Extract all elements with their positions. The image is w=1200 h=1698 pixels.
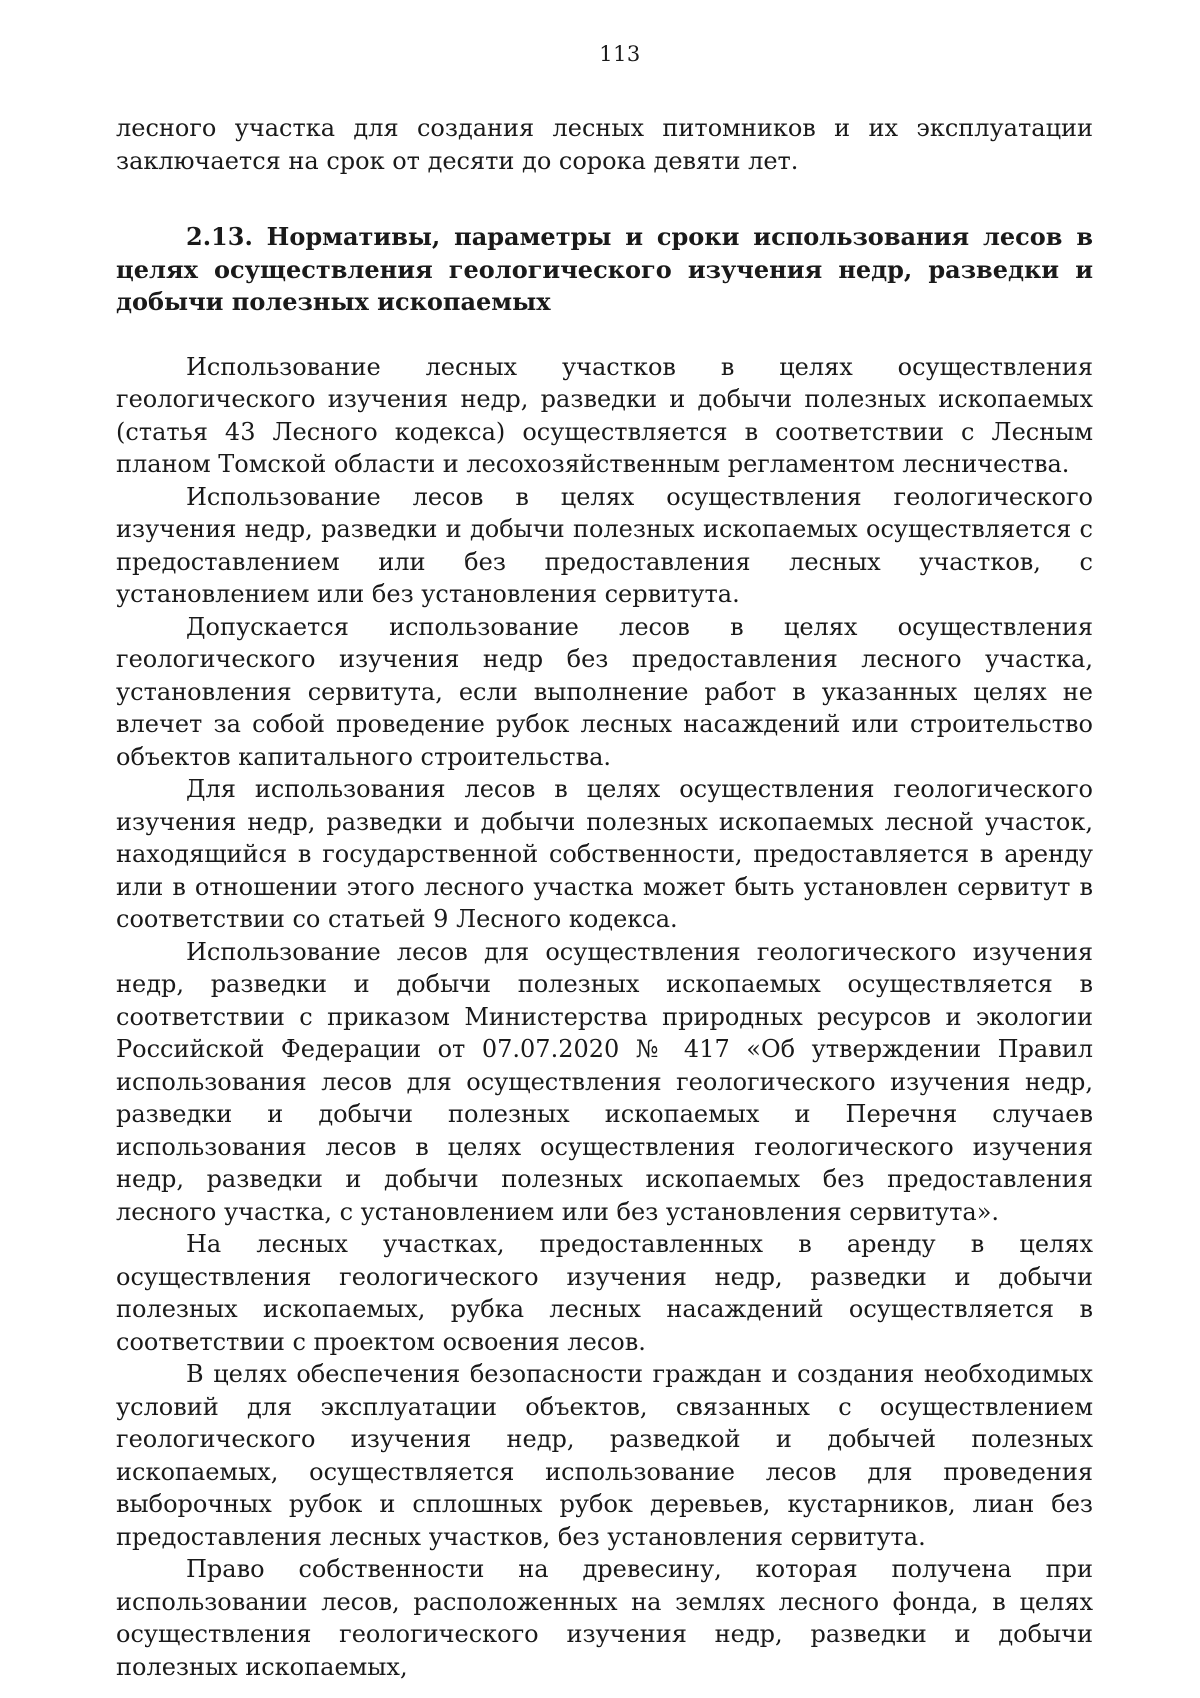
page-number: 113 — [599, 42, 641, 66]
paragraph-4: Для использования лесов в целях осуществления геологического изучения недр, разведки и добычи полезных ископаемых лесной участок, находящийся в государственной собственности, предоставляется в аренду или в отношении этого лесного участка может быть установлен сервитут в соответствии со статьей 9 Лесного кодекса. — [116, 775, 1093, 933]
paragraph-1: Использование лесных участков в целях осуществления геологического изучения недр, разведки и добычи полезных ископаемых (статья 43 Лесного кодекса) осуществляется в соответствии с Лесным планом Томской области и лесохозяйственным регламентом лесничества. — [116, 352, 1093, 478]
paragraph-6: На лесных участках, предоставленных в аренду в целях осуществления геологического изучения недр, разведки и добычи полезных ископаемых, рубка лесных насаждений осуществляется в соответствии с проектом освоения лесов. — [116, 1230, 1093, 1356]
paragraph-3: Допускается использование лесов в целях осуществления геологического изучения недр без предоставления лесного участка, установления сервитута, если выполнение работ в указанных целях не влечет за собой проведение рубок лесных насаждений или строительство объектов капитального строительства. — [116, 612, 1093, 771]
intro-continuation-paragraph: лесного участка для создания лесных питомников и их эксплуатации заключается на срок от десяти до сорока девяти лет. — [116, 114, 1093, 175]
paragraph-2: Использование лесов в целях осуществления геологического изучения недр, разведки и добычи полезных ископаемых осуществляется с предоставлением или без предоставления лесных участков, с установлением или без установления сервитута. — [116, 482, 1093, 608]
paragraph-7: В целях обеспечения безопасности граждан и создания необходимых условий для эксплуатации объектов, связанных с осуществлением геологического изучения недр, разведкой и добычей полезных ископаемых, осуществляется использование лесов для проведения выборочных рубок и сплошных рубок деревьев, кустарников, лиан без предоставления лесных участков, без установления сервитута. — [116, 1360, 1093, 1551]
page-content — [116, 112, 1093, 1683]
section-title: 2.13. Нормативы, параметры и сроки использования лесов в целях осуществления геологического изучения недр, разведки и добычи полезных ископаемых — [116, 222, 1093, 316]
paragraph-5: Использование лесов для осуществления геологического изучения недр, разведки и добычи полезных ископаемых осуществляется в соответствии с приказом Министерства природных ресурсов и экологии Российской Федерации от 07.07.2020 № 417 «Об утверждении Правил использования лесов для осуществления геологического изучения недр, разведки и добычи полезных ископаемых и Перечня случаев использования лесов в целях осуществления геологического изучения недр, разведки и добычи полезных ископаемых без предоставления лесного участка, с установлением или без установления сервитута». — [116, 937, 1093, 1226]
paragraph-8: Право собственности на древесину, которая получена при использовании лесов, расположенных на землях лесного фонда, в целях осуществления геологического изучения недр, разведки и добычи полезных ископаемых, — [116, 1555, 1093, 1681]
